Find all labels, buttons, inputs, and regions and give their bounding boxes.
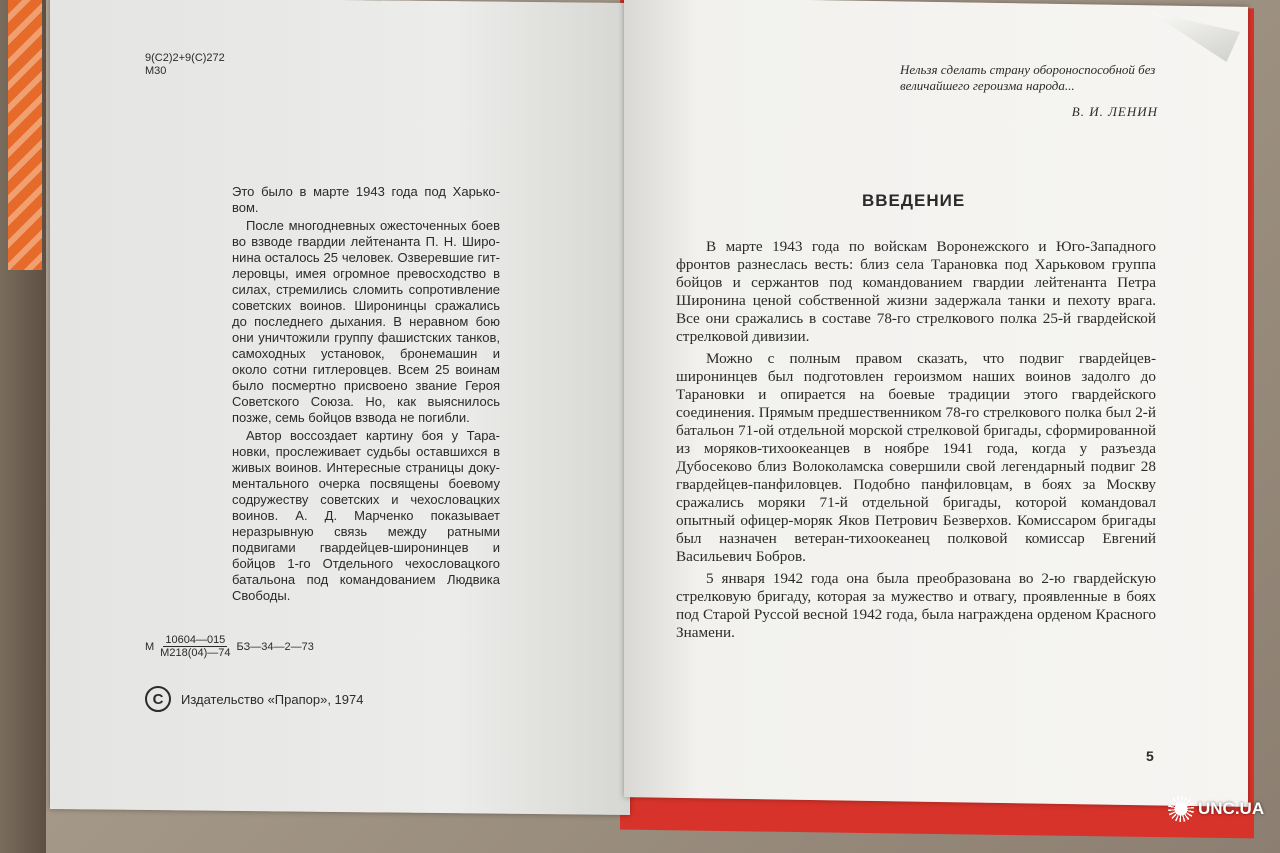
catalog-suffix: БЗ—34—2—73 [236, 640, 314, 653]
body-paragraph: 5 января 1942 года она была преобразована во 2-ю гвардейскую стрелковую бригаду, которая за мужество и отвагу, проявленные в боях под Старой Руссой весной 1942 года, была награждена орденом Красного Знамени. [676, 570, 1156, 641]
chapter-body [676, 238, 1156, 646]
annotation-paragraph: Автор воссоздает картину боя у Тарановки, прослеживает судьбы оставшихся в живых воинов. Интересные страницы документального очерка посвящены боевому содружеству советских и чехословацких воинов. А. Д. Марченко показывает неразрывную связь между ратными подвигами гвардейцев-широнинцев и бойцов 1-го Отдельного чехословацкого батальона под командованием Людвика Свободы. [232, 428, 500, 603]
book-annotation [232, 184, 500, 606]
epigraph-author: В. И. ЛЕНИН [1071, 104, 1158, 119]
classification-code [145, 52, 225, 78]
copyright-icon: C [145, 686, 171, 712]
page-number: 5 [1146, 748, 1154, 764]
annotation-paragraph: Это было в марте 1943 года под Харьковом. [232, 184, 500, 215]
catalog-denominator: М218(04)—74 [160, 647, 231, 659]
cover-pattern-edge [8, 0, 42, 270]
catalog-index [145, 634, 314, 659]
body-paragraph: Можно с полным правом сказать, что подвиг гвардейцев-широнинцев был подготовлен героизмом наших воинов задолго до Тарановки и опирается на боевые традиции этого гвардейского соединения. Прямым предшественником 78-го стрелкового полка был 2-й батальон 71-ой отдельной морской стрелковой бригады, сформированной из моряков-тихоокеанцев в ноябре 1941 года, когда у разъезда Дубосеково близ Волоколамска совершили свой легендарный подвиг 28 гвардейцев-панфиловцев. Подобно панфиловцам, в боях за Москву сражались моряки 71-й отдельной бригады, которой командовал опытный офицер-моряк Яков Петрович Безверхов. Комиссаром бригады был назначен ветеран-тихоокеанец полковой комиссар Евгений Васильевич Бобров. [676, 350, 1156, 565]
epigraph-quote: Нельзя сделать страну обороноспособной без величайшего героизма народа... [900, 62, 1156, 93]
catalog-fraction [160, 634, 230, 659]
annotation-paragraph: После многодневных ожесточенных боев во взводе гвардии лейтенанта П. Н. Широнина осталось 25 человек. Озверевшие гитлеровцы, имея огромное превосходство в силах, стремились сломить сопротивление советских воинов. Широнинцы сражались до последнего дыхания. В неравном бою они уничтожили группу фашистских танков, самоходных установок, бронемашин и около сотни гитлеровцев. Всем 25 воинам было посмертно присвоено звание Героя Советского Союза. Но, как выяснилось позже, семь бойцов взвода не погибли. [232, 218, 500, 425]
copyright-line [145, 686, 363, 712]
epigraph [900, 62, 1158, 120]
watermark [1168, 796, 1264, 822]
classification-code-line: М30 [145, 65, 167, 77]
body-paragraph: В марте 1943 года по войскам Воронежского и Юго-Западного фронтов разнеслась весть: близ села Тарановка под Харьковом группа бойцов и сержантов под командованием гвардии лейтенанта Петра Широнина ценой собственной жизни задержала танки и пехоту врага. Все они сражались в составе 78-го стрелкового полка 25-й гвардейской стрелковой дивизии. [676, 238, 1156, 345]
classification-code-line: 9(С2)2+9(С)272 [145, 52, 225, 64]
catalog-numerator: 10604—015 [165, 634, 226, 646]
watermark-text: UNC.UA [1198, 799, 1265, 818]
chapter-heading: ВВЕДЕНИЕ [862, 191, 966, 210]
publisher-text: Издательство «Прапор», 1974 [181, 691, 364, 707]
catalog-prefix: М [145, 640, 155, 653]
sun-logo-icon [1168, 796, 1194, 822]
